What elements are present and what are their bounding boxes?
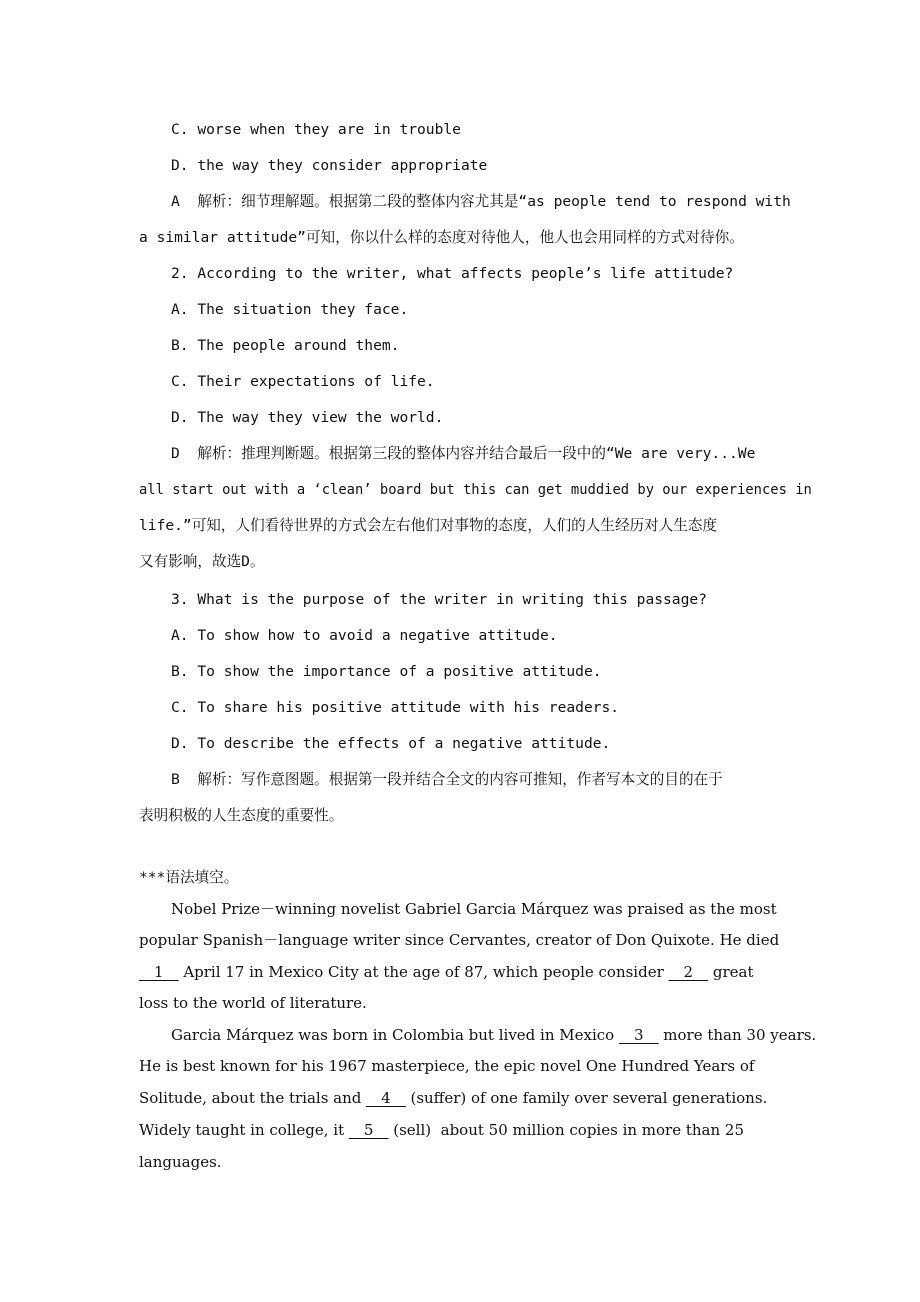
blank-3[interactable]: __3__ — [618, 1026, 659, 1044]
q3-option-b: B. To show the importance of a positive attitude. — [171, 663, 602, 680]
q2-question: 2. According to the writer, what affects people’s life attitude? — [171, 265, 734, 282]
blank-1[interactable]: __1__ — [139, 963, 179, 981]
passage-p2-line1 — [171, 1025, 816, 1045]
passage-text: more than 30 years. — [658, 1026, 817, 1044]
passage-p2-line2: He is best known for his 1967 masterpiece, the epic novel One Hundred Years of — [139, 1057, 755, 1075]
blank-5[interactable]: __5__ — [348, 1121, 389, 1139]
passage-text: Solitude, about the trials and — [139, 1089, 367, 1107]
passage-p2-line5: languages. — [139, 1153, 222, 1171]
passage-p1-line3 — [139, 962, 753, 982]
passage-text: Widely taught in college, it — [139, 1121, 349, 1139]
blank-2[interactable]: __2__ — [668, 963, 709, 981]
passage-p2-line4 — [139, 1120, 744, 1140]
q2-analysis-line1: D 解析：推理判断题。根据第三段的整体内容并结合最后一段中的“We are very...We — [171, 445, 756, 462]
passage-text: (suffer) of one family over several generations. — [405, 1089, 768, 1107]
q2-analysis-line3: life.”可知，人们看待世界的方式会左右他们对事物的态度，人们的人生经历对人生态度 — [139, 517, 718, 534]
q1-analysis-line1: A 解析：细节理解题。根据第二段的整体内容尤其是“as people tend to respond with — [171, 193, 791, 210]
passage-p1-line4: loss to the world of literature. — [139, 994, 367, 1012]
q1-analysis-line2: a similar attitude”可知，你以什么样的态度对待他人，他人也会用同样的方式对待你。 — [139, 229, 744, 246]
q3-analysis-line2: 表明积极的人生态度的重要性。 — [139, 807, 344, 824]
q2-analysis-line4: 又有影响，故选D。 — [139, 553, 265, 570]
q2-analysis-line2: all start out with a ‘clean’ board but this can get muddied by our experiences in — [139, 482, 812, 498]
grammar-heading: ***语法填空。 — [139, 869, 239, 886]
q2-option-d: D. The way they view the world. — [171, 409, 444, 426]
passage-p1-line1: Nobel Prize－winning novelist Gabriel Garcia Márquez was praised as the most — [171, 900, 777, 918]
q3-question: 3. What is the purpose of the writer in writing this passage? — [171, 591, 707, 608]
passage-text: great — [708, 963, 754, 981]
q3-analysis-line1: B 解析：写作意图题。根据第一段并结合全文的内容可推知，作者写本文的目的在于 — [171, 771, 723, 788]
q3-option-d: D. To describe the effects of a negative attitude. — [171, 735, 611, 752]
q2-option-b: B. The people around them. — [171, 337, 400, 354]
passage-text: April 17 in Mexico City at the age of 87, which people consider — [178, 963, 669, 981]
q2-option-a: A. The situation they face. — [171, 301, 409, 318]
blank-4[interactable]: __4__ — [366, 1089, 406, 1107]
q2-option-c: C. Their expectations of life. — [171, 373, 435, 390]
passage-text: (sell) about 50 million copies in more than 25 — [388, 1121, 745, 1139]
q1-option-d: D. the way they consider appropriate — [171, 157, 488, 174]
q3-option-c: C. To share his positive attitude with his readers. — [171, 699, 620, 716]
passage-p1-line2: popular Spanish－language writer since Cervantes, creator of Don Quixote. He died — [139, 931, 780, 949]
q3-option-a: A. To show how to avoid a negative attitude. — [171, 627, 558, 644]
q1-option-c: C. worse when they are in trouble — [171, 121, 461, 138]
passage-p2-line3 — [139, 1088, 767, 1108]
passage-text: Garcia Márquez was born in Colombia but lived in Mexico — [171, 1026, 619, 1044]
